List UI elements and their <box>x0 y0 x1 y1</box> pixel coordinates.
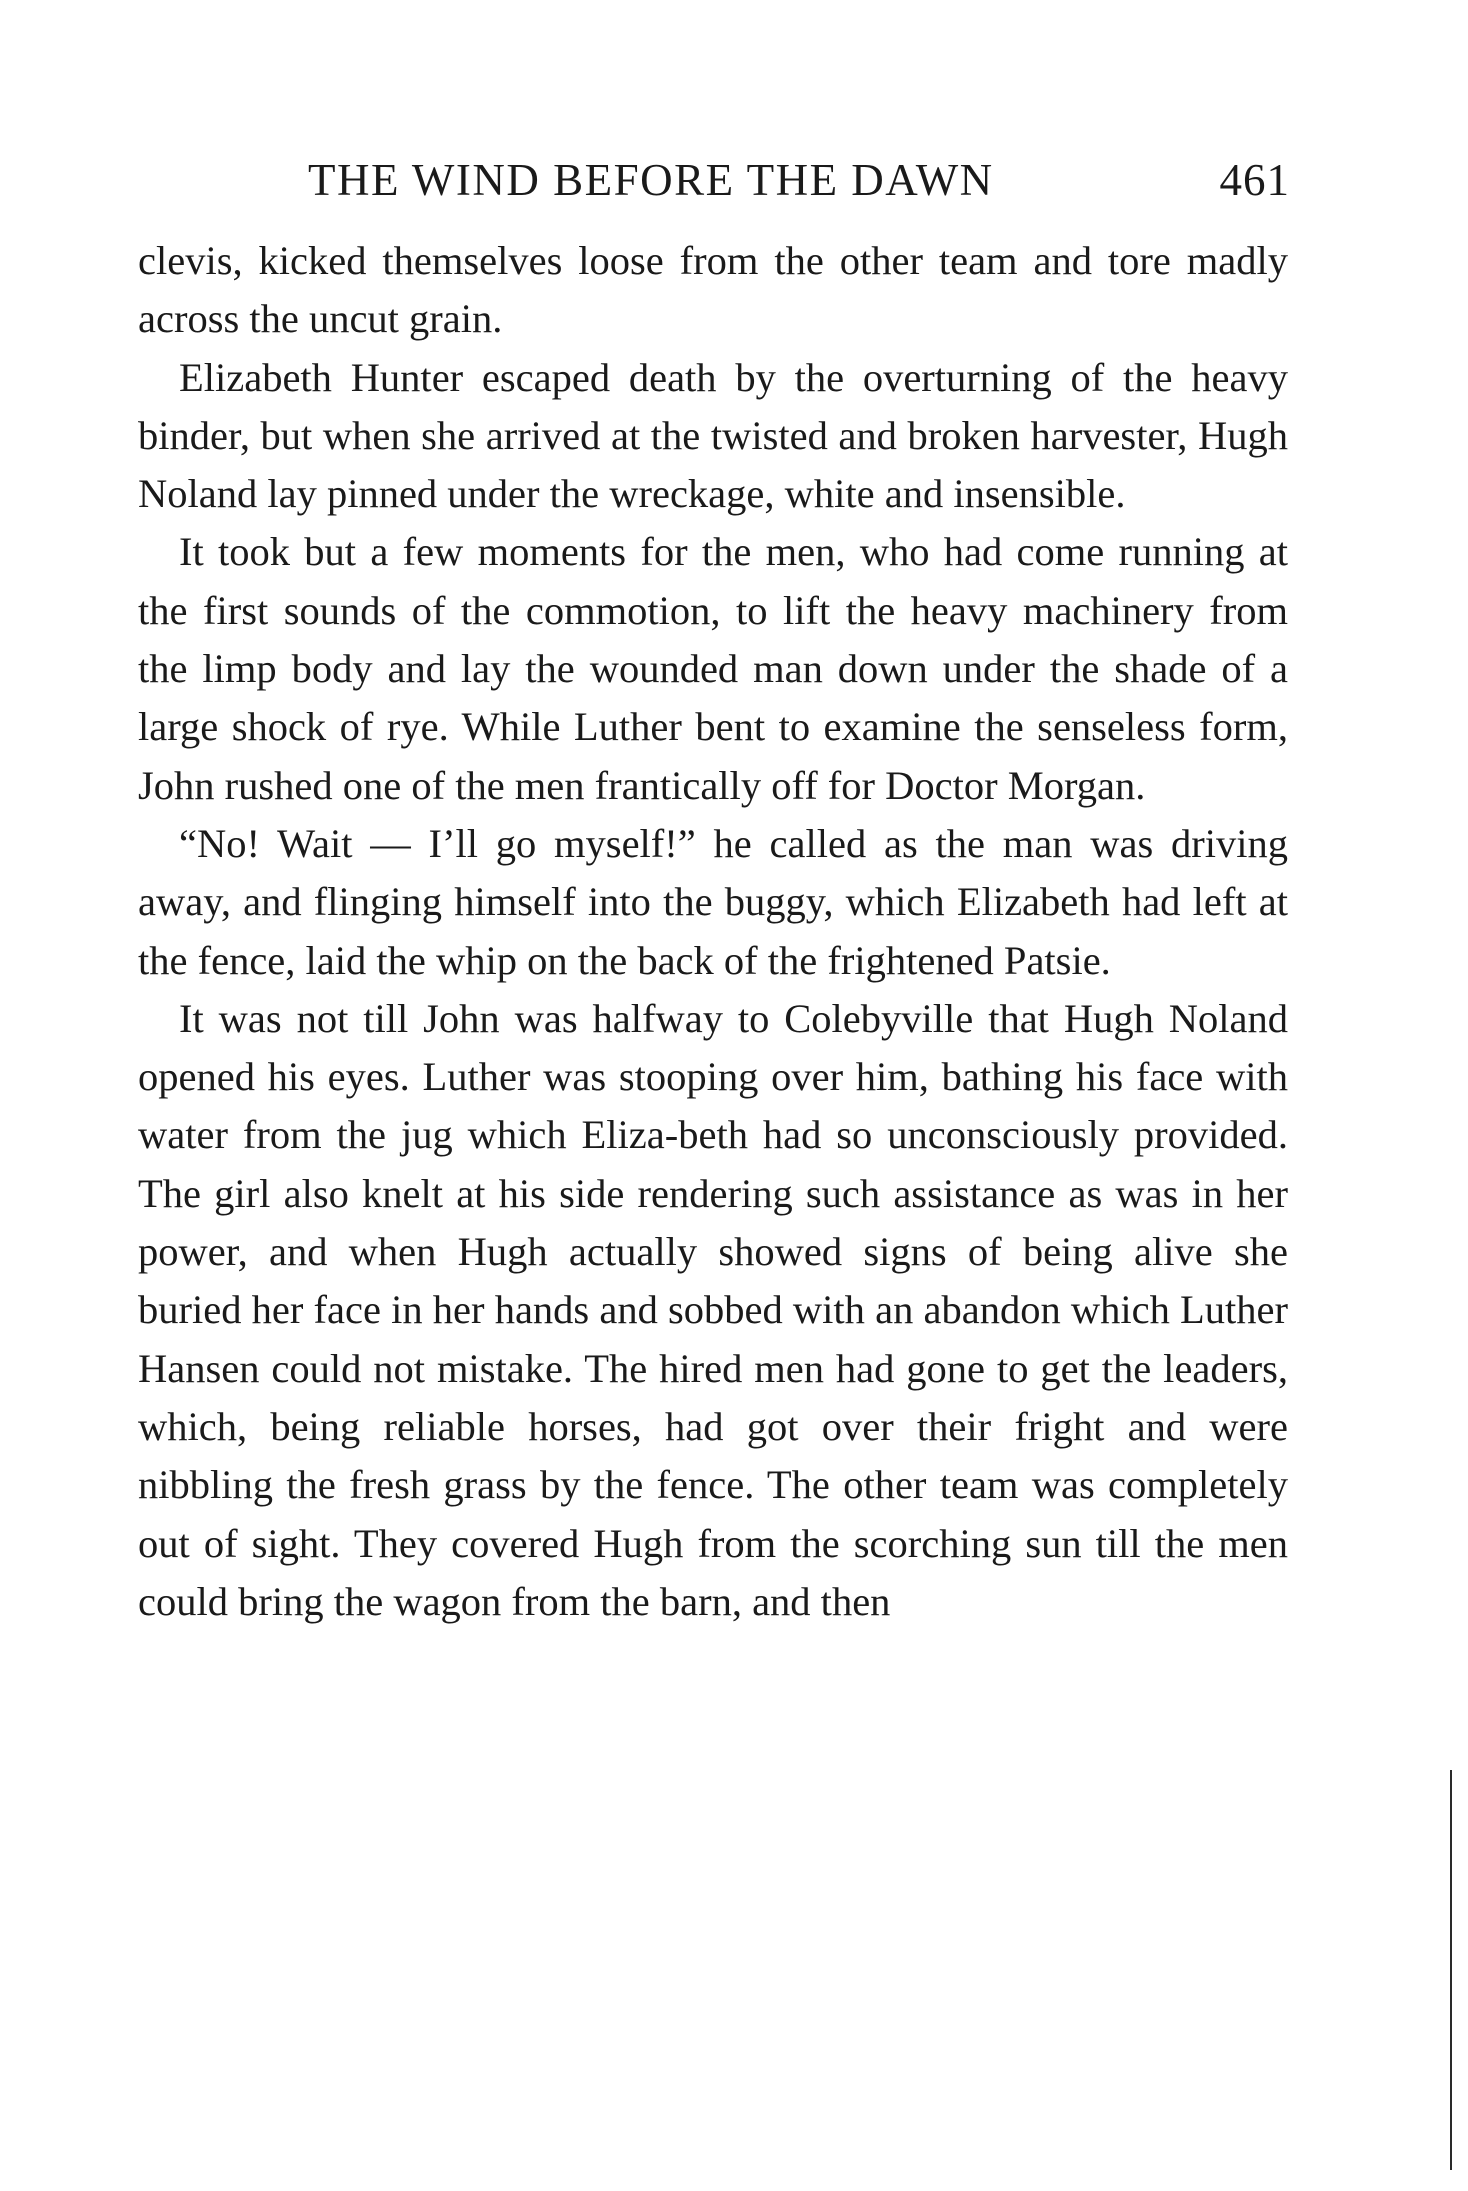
paragraph: Elizabeth Hunter escaped death by the overturning of the heavy binder, but when she arrived at the twisted and broken harvester, Hugh Noland lay pinned under the wreckage, white and insensible. <box>138 354 1288 517</box>
paragraph: “No! Wait — I’ll go myself!” he called as the man was driving away, and flinging himself into the buggy, which Elizabeth had left at the fence, laid the whip on the back of the frightened Patsie. <box>138 820 1288 983</box>
scan-edge-line <box>1450 1770 1452 2170</box>
running-head <box>140 150 1290 210</box>
page-number: 461 <box>1219 155 1290 205</box>
running-title: THE WIND BEFORE THE DAWN <box>308 155 994 205</box>
body-text <box>138 232 1288 1631</box>
paragraph: It took but a few moments for the men, who had come running at the first sounds of the commotion, to lift the heavy machinery from the limp body and lay the wounded man down under the shade of a large shock of rye. While Luther bent to examine the senseless form, John rushed one of the men frantically off for Doctor Morgan. <box>138 529 1288 808</box>
paragraph-continued: clevis, kicked themselves loose from the other team and tore madly across the uncut grain. <box>138 238 1288 342</box>
paragraph: It was not till John was halfway to Colebyville that Hugh Noland opened his eyes. Luther was stooping over him, bathing his face with water from the jug which Eliza-beth had so unconsciously provided. The girl also knelt at his side rendering such assistance as was in her power, and when Hugh actually showed signs of being alive she buried her face in her hands and sobbed with an abandon which Luther Hansen could not mistake. The hired men had gone to get the leaders, which, being reliable horses, had got over their fright and were nibbling the fresh grass by the fence. The other team was completely out of sight. They covered Hugh from the scorching sun till the men could bring the wagon from the barn, and then <box>138 995 1288 1624</box>
